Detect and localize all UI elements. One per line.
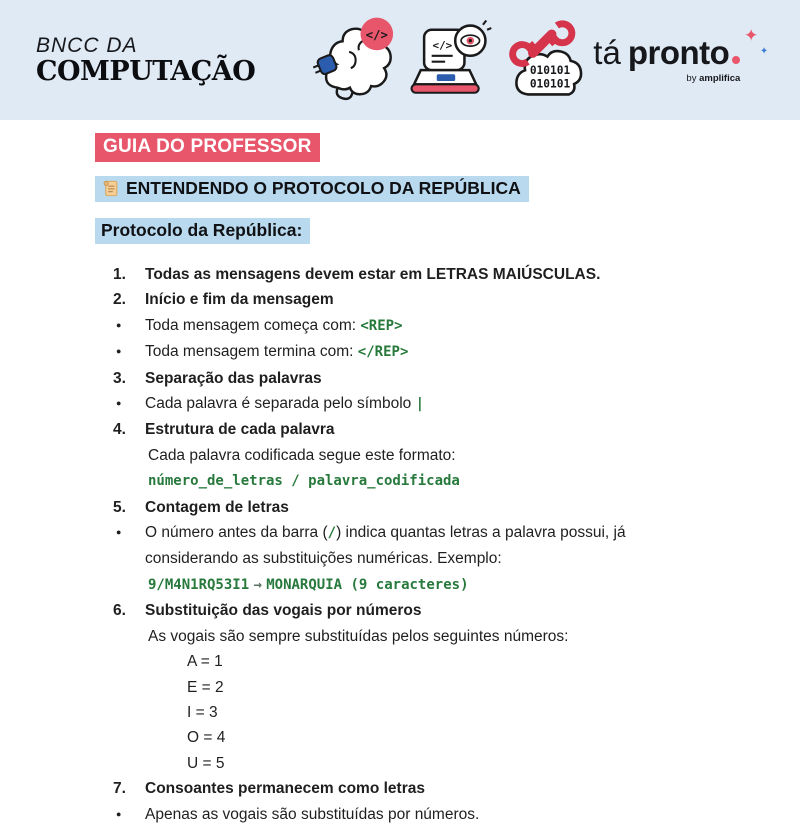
guia-do-professor-badge: GUIA DO PROFESSOR [95, 133, 320, 162]
logo-line1: BNCC DA [36, 34, 138, 57]
vowel-line: E = 2 [187, 678, 224, 696]
bncc-computacao-logo [36, 35, 255, 85]
rule-row-4 [95, 417, 687, 442]
rule-number: 6. [113, 602, 126, 620]
rule-text: Toda mensagem começa com: [145, 316, 361, 334]
rule-row-6 [95, 598, 687, 623]
bullet-icon: ● [116, 527, 122, 538]
ta-pronto-logo [593, 26, 769, 84]
rule-number: 3. [113, 369, 126, 387]
brand-pronto: pronto [627, 34, 730, 71]
rule-text-row [95, 443, 687, 468]
rules-list [95, 262, 687, 827]
rule-number: 5. [113, 498, 126, 516]
rule-text: Toda mensagem termina com: [145, 343, 358, 361]
rule-text-row [95, 624, 687, 649]
vowel-line: I = 3 [187, 703, 218, 721]
bullet-icon: ● [116, 319, 122, 330]
svg-text:</>: </> [432, 39, 453, 53]
logo-line2: COMPUTAÇÃO [36, 56, 256, 87]
rule-row-3 [95, 366, 687, 391]
document-body [0, 120, 800, 827]
header-icons [313, 16, 593, 104]
brand-dot [732, 56, 740, 64]
bullet-icon: ● [116, 346, 122, 357]
vowel-line: U = 5 [187, 754, 225, 772]
rule-title: Todas as mensagens devem estar em LETRAS MAIÚSCULAS. [145, 266, 601, 283]
svg-text:010101: 010101 [530, 63, 571, 77]
rule-title: Separação das palavras [145, 369, 322, 387]
code-example-line: 9/M4N1RQ53I1 → MONARQUIA (9 caracteres) [148, 576, 469, 593]
rule-number: 2. [113, 291, 126, 309]
rule-row-5 [95, 495, 687, 520]
rule-number: 4. [113, 421, 126, 439]
svg-text:010101: 010101 [530, 77, 571, 91]
rule-title: Contagem de letras [145, 498, 289, 516]
section-title: ENTENDENDO O PROTOCOLO DA REPÚBLICA [95, 176, 529, 202]
rule-title: Consoantes permanecem como letras [145, 780, 425, 798]
rule-number: 7. [113, 780, 126, 798]
rule-text: Cada palavra é separada pelo símbolo [145, 395, 416, 413]
sparkle-blue-icon: ✦ [759, 46, 769, 57]
inline-code: </REP> [357, 344, 409, 361]
inline-code: <REP> [360, 317, 403, 334]
brand-ta: tá [593, 34, 621, 71]
bullet-icon: ● [116, 808, 122, 819]
wrench-binary-cloud-icon [507, 17, 593, 103]
inline-code: / [327, 525, 337, 542]
bullet-row [95, 339, 687, 365]
subtitle-badge: Protocolo da República: [95, 218, 310, 244]
sparkle-pink-icon: ✦ [744, 26, 759, 45]
laptop-code-review-icon [409, 17, 493, 103]
vowel-line: O = 4 [187, 729, 226, 747]
rule-text: ) indica quantas letras a palavra possui, já considerando as substituições numéricas. Exemplo: [145, 524, 626, 568]
rule-title: Início e fim da mensagem [145, 291, 334, 309]
rule-title: Estrutura de cada palavra [145, 421, 335, 439]
vowel-line: A = 1 [187, 653, 223, 671]
inline-code: | [415, 396, 424, 413]
rule-text: As vogais são sempre substituídas pelos seguintes números: [148, 627, 569, 645]
rule-row-1 [95, 262, 687, 287]
rule-row-2 [95, 287, 687, 312]
bullet-row [95, 391, 687, 417]
bullet-row [95, 802, 687, 827]
arrow-glyph: → [253, 576, 262, 593]
bullet-row [95, 313, 687, 339]
rule-text: O número antes da barra ( [145, 524, 328, 542]
scroll-icon [101, 179, 120, 198]
rule-text: Cada palavra codificada segue este formato: [148, 446, 456, 464]
header-band [0, 0, 800, 120]
brain-plug-code-icon [313, 16, 395, 104]
rule-text: Apenas as vogais são substituídas por números. [145, 805, 480, 823]
byline: by amplifica [686, 73, 741, 84]
code-line: número_de_letras / palavra_codificada [148, 473, 460, 490]
rule-number: 1. [113, 266, 126, 283]
rule-title: Substituição das vogais por números [145, 602, 422, 620]
bullet-icon: ● [116, 398, 122, 409]
bullet-row [95, 520, 687, 572]
svg-text:</>: </> [366, 27, 389, 42]
rule-row-7 [95, 776, 687, 801]
